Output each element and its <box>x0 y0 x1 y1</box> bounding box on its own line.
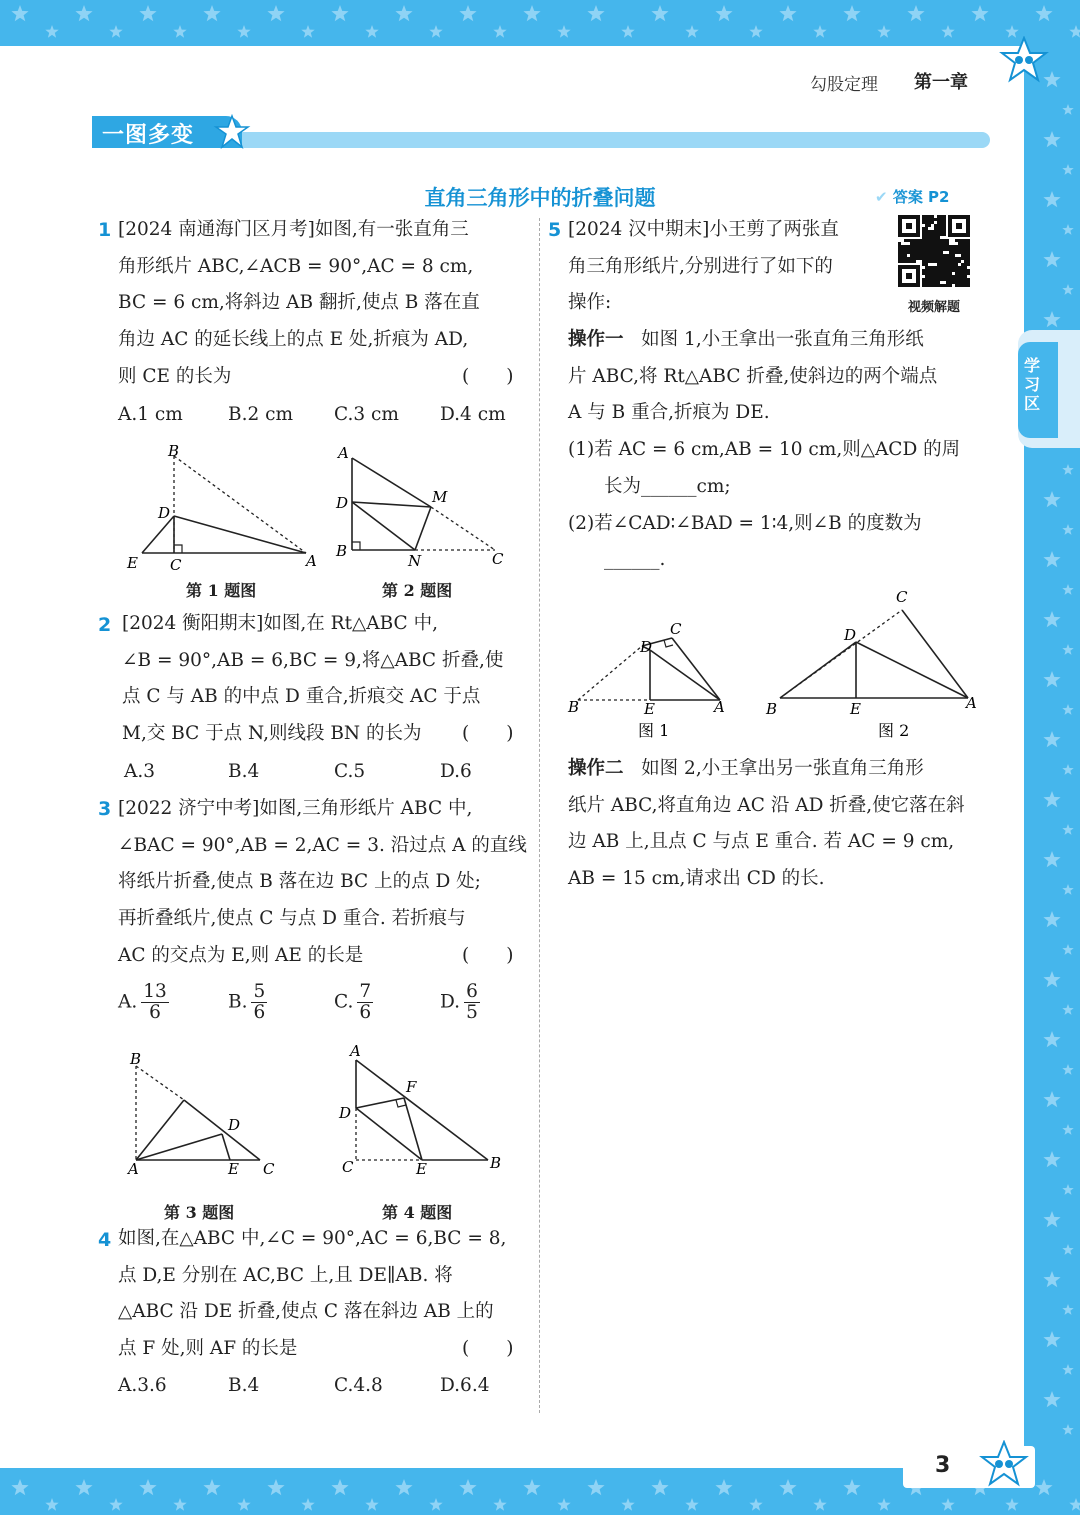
star-decoration <box>1062 1064 1073 1075</box>
q2-figure-caption: 第 2 题图 <box>382 581 453 600</box>
option-letter: A. <box>118 991 138 1013</box>
footer-mascot-icon <box>978 1440 1030 1490</box>
q4-number: 4 <box>98 1229 112 1251</box>
star-decoration <box>1043 851 1060 867</box>
star-decoration <box>395 1479 412 1495</box>
q4-figure <box>330 1040 510 1180</box>
star-decoration <box>45 25 58 38</box>
star-decoration <box>365 1498 378 1511</box>
star-decoration <box>1043 1331 1060 1347</box>
fraction <box>464 982 480 1023</box>
star-decoration <box>331 5 348 21</box>
qr-code[interactable] <box>898 215 970 287</box>
q4-option-a[interactable]: A.3.6 <box>118 1375 167 1396</box>
q5-op2-line: 边 AB 上,且点 C 与点 E 重合. 若 AC = 9 cm, <box>568 831 955 853</box>
star-decoration <box>1062 524 1073 535</box>
q2-figure <box>330 438 510 572</box>
star-decoration <box>843 1479 860 1495</box>
numerator: 6 <box>466 981 478 1002</box>
point-label-d: D <box>336 494 349 512</box>
q5-op1-line: 片 ABC,将 Rt△ABC 折叠,使斜边的两个端点 <box>568 365 938 387</box>
page-title: 直角三角形中的折叠问题 <box>424 186 656 210</box>
fold-edge <box>136 1134 222 1160</box>
q1-number: 1 <box>98 219 112 241</box>
star-decoration <box>779 5 796 21</box>
q5-stem <box>568 212 888 322</box>
star-decoration <box>395 5 412 21</box>
option-letter: D. <box>440 991 461 1013</box>
mascot-icon <box>998 36 1050 86</box>
star-decoration <box>237 1498 250 1511</box>
star-decoration <box>493 25 506 38</box>
q1-option-d[interactable]: D.4 cm <box>440 404 506 425</box>
star-decoration <box>109 1498 122 1511</box>
q2-line: 点 C 与 AB 的中点 D 重合,折痕交 AC 于点 <box>122 686 481 708</box>
q3-line: AC 的交点为 E,则 AE 的长是 <box>118 944 364 966</box>
star-decoration <box>877 1498 890 1511</box>
numerator: 5 <box>253 981 266 1002</box>
star-decoration <box>365 25 378 38</box>
star-decoration <box>267 1479 284 1495</box>
star-decoration <box>749 25 762 38</box>
point-label-d: D <box>844 626 857 644</box>
point-label-b: B <box>568 698 580 716</box>
q1-line: BC = 6 cm,将斜边 AB 翻折,使点 B 落在直 <box>118 292 480 314</box>
q1-answer-bracket[interactable]: ( ) <box>462 366 514 387</box>
star-decoration <box>75 1479 92 1495</box>
star-decoration <box>1062 824 1073 835</box>
star-decoration <box>139 1479 156 1495</box>
q1-option-a[interactable]: A.1 cm <box>118 404 183 425</box>
star-decoration <box>1069 1498 1080 1511</box>
star-decoration <box>1035 1479 1052 1495</box>
triangle-edge <box>174 516 306 553</box>
star-decoration <box>1062 644 1073 655</box>
star-decoration <box>779 1479 796 1495</box>
star-decoration <box>109 25 122 38</box>
star-decoration <box>1043 791 1060 807</box>
star-decoration <box>813 25 826 38</box>
point-label-n: N <box>408 552 422 570</box>
triangle-edge <box>352 458 431 507</box>
point-label-f: F <box>406 1078 417 1096</box>
star-decoration <box>843 5 860 21</box>
crease-line <box>356 1108 422 1160</box>
star-decoration <box>459 1479 476 1495</box>
point-label-e: E <box>644 700 655 718</box>
star-decoration <box>749 1498 762 1511</box>
q3-number: 3 <box>98 798 112 820</box>
star-decoration <box>1043 1271 1060 1287</box>
star-decoration <box>139 5 156 21</box>
q4-answer-bracket[interactable]: ( ) <box>462 1338 514 1359</box>
q5-sub1-line: (1)若 AC = 6 cm,AB = 10 cm,则△ACD 的周 <box>568 439 961 461</box>
q3-line: [2022 济宁中考]如图,三角形纸片 ABC 中, <box>118 798 473 819</box>
star-decoration <box>1043 491 1060 507</box>
q2-line: ∠B = 90°,AB = 6,BC = 9,将△ABC 折叠,使 <box>122 649 504 671</box>
star-decoration <box>941 1498 954 1511</box>
star-decoration <box>1043 251 1060 267</box>
q3-line: ∠BAC = 90°,AB = 2,AC = 3. 沿过点 A 的直线 <box>118 834 527 856</box>
point-label-a: A <box>714 698 725 716</box>
star-decoration <box>1043 731 1060 747</box>
q5-op1-line: A 与 B 重合,折痕为 DE. <box>568 402 770 424</box>
q5-sub1-line[interactable]: 长为______cm; <box>604 475 731 497</box>
star-decoration <box>1062 1304 1073 1315</box>
right-angle-mark <box>664 640 673 647</box>
star-decoration <box>941 25 954 38</box>
star-decoration <box>75 5 92 21</box>
star-decoration <box>813 1498 826 1511</box>
star-decoration <box>621 1498 634 1511</box>
point-label-m: M <box>432 488 448 506</box>
column-divider <box>539 218 540 1413</box>
star-decoration <box>173 25 186 38</box>
star-decoration <box>1069 25 1080 38</box>
q5-figure-2 <box>762 584 982 746</box>
q3-line: 将纸片折叠,使点 B 落在边 BC 上的点 D 处; <box>118 871 481 893</box>
star-decoration <box>1043 671 1060 687</box>
point-label-d: D <box>228 1116 241 1134</box>
q5-number: 5 <box>548 219 562 241</box>
triangle-edge <box>902 610 968 698</box>
header-chapter: 第一章 <box>914 72 968 93</box>
dashed-fold-line <box>578 646 642 700</box>
star-decoration <box>1062 464 1073 475</box>
star-decoration <box>1062 1124 1073 1135</box>
triangle-edge <box>672 638 720 700</box>
q5-line: 操作: <box>568 292 612 314</box>
star-decoration <box>1043 1391 1060 1407</box>
star-decoration <box>1043 131 1060 147</box>
denominator: 6 <box>359 1002 372 1023</box>
q3-option-a[interactable] <box>118 982 169 1023</box>
star-decoration <box>1062 104 1073 115</box>
header-section-title: 勾股定理 <box>810 75 878 95</box>
star-decoration <box>651 1479 668 1495</box>
point-label-c: C <box>670 620 682 638</box>
q2-line: M,交 BC 于点 N,则线段 BN 的长为 <box>122 723 422 745</box>
star-decoration <box>685 25 698 38</box>
fold-edge <box>856 642 968 698</box>
star-decoration <box>1062 1364 1073 1375</box>
fold-edge <box>352 502 431 507</box>
crease-line <box>415 507 431 550</box>
star-decoration <box>523 5 540 21</box>
point-label-b: B <box>490 1154 502 1172</box>
check-icon: ✔ <box>875 188 888 206</box>
star-decoration <box>1062 764 1073 775</box>
point-label-e: E <box>127 554 138 572</box>
side-tab-text: 学习区 <box>1024 356 1041 413</box>
denominator: 5 <box>466 1002 478 1023</box>
point-label-c: C <box>342 1158 354 1176</box>
q3-figure <box>118 1048 288 1180</box>
fraction <box>141 982 169 1023</box>
q4-line: 如图,在△ABC 中,∠C = 90°,AC = 6,BC = 8, <box>118 1228 507 1249</box>
star-decoration <box>1043 971 1060 987</box>
point-label-c: C <box>170 556 182 572</box>
star-decoration <box>331 1479 348 1495</box>
q1-line: 角边 AC 的延长线上的点 E 处,折痕为 AD, <box>118 329 469 351</box>
dashed-fold-line <box>174 456 306 553</box>
denominator: 6 <box>149 1002 161 1023</box>
point-label-a: A <box>306 552 317 570</box>
q5-line: [2024 汉中期末]小王剪了两张直 <box>568 219 839 240</box>
point-label-c: C <box>263 1160 275 1178</box>
star-decoration <box>1062 884 1073 895</box>
fold-edge <box>352 502 415 550</box>
operation-1-title: 操作一 <box>568 329 624 350</box>
star-decoration <box>1062 1244 1073 1255</box>
point-label-a: A <box>350 1042 361 1060</box>
qr-label: 视频解题 <box>907 300 960 315</box>
star-decoration <box>11 1479 28 1495</box>
star-decoration <box>1062 1424 1073 1435</box>
hypotenuse <box>356 1060 488 1160</box>
crease-line <box>222 1134 230 1160</box>
q1-option-c[interactable]: C.3 cm <box>334 404 399 425</box>
q3-figure-caption: 第 3 题图 <box>164 1203 235 1222</box>
q5-figure-1 <box>566 616 736 746</box>
point-label-b: B <box>168 442 180 460</box>
star-decoration <box>1043 1091 1060 1107</box>
q5-op2-line: AB = 15 cm,请求出 CD 的长. <box>568 868 825 890</box>
q5-op1-line: 如图 1,小王拿出一张直角三角形纸 <box>641 329 924 350</box>
q4-option-c[interactable]: C.4.8 <box>334 1375 383 1396</box>
point-label-d: D <box>339 1104 352 1122</box>
point-label-b: B <box>336 542 348 560</box>
option-letter: C. <box>334 991 354 1013</box>
q5-operation-2 <box>568 751 988 898</box>
star-decoration <box>715 1479 732 1495</box>
page-number: 3 <box>935 1453 951 1478</box>
q1-option-b[interactable]: B.2 cm <box>228 404 294 425</box>
q3-option-d[interactable] <box>440 982 480 1023</box>
star-decoration <box>1062 1184 1073 1195</box>
q5-op2-line: 如图 2,小王拿出另一张直角三角形 <box>641 758 924 779</box>
q5-sub2-line[interactable]: ______. <box>604 549 666 571</box>
point-label-b: B <box>130 1050 142 1068</box>
q5-line: 角三角形纸片,分别进行了如下的 <box>568 255 833 277</box>
star-decoration <box>1062 1004 1073 1015</box>
q3-option-c[interactable] <box>334 982 373 1023</box>
q4-figure-caption: 第 4 题图 <box>382 1203 453 1222</box>
q4-option-d[interactable]: D.6.4 <box>440 1375 490 1396</box>
dashed-fold-line <box>136 1066 184 1100</box>
option-letter: B. <box>228 991 248 1013</box>
fraction <box>251 982 267 1023</box>
q1-line: 角形纸片 ABC,∠ACB = 90°,AC = 8 cm, <box>118 255 474 277</box>
point-label-e: E <box>850 700 861 718</box>
star-decoration <box>971 5 988 21</box>
star-decoration <box>1043 1031 1060 1047</box>
q2-option-c[interactable]: C.5 <box>334 761 366 782</box>
q5-figure-2-caption: 图 2 <box>878 721 910 740</box>
star-decoration <box>203 5 220 21</box>
q3-line: 再折叠纸片,使点 C 与点 D 重合. 若折痕与 <box>118 908 466 930</box>
q4-line: △ABC 沿 DE 折叠,使点 C 落在斜边 AB 上的 <box>118 1301 494 1323</box>
star-decoration <box>173 1498 186 1511</box>
fold-edge <box>650 650 720 700</box>
star-decoration <box>1043 311 1060 327</box>
point-label-a: A <box>966 694 977 712</box>
star-decoration <box>651 5 668 21</box>
q5-figure-1-caption: 图 1 <box>638 721 670 740</box>
star-decoration <box>429 25 442 38</box>
star-decoration <box>1043 1211 1060 1227</box>
star-decoration <box>301 1498 314 1511</box>
star-decoration <box>1062 224 1073 235</box>
point-label-a: A <box>128 1160 139 1178</box>
point-label-e: E <box>416 1160 427 1178</box>
point-label-d: D <box>640 638 653 656</box>
fold-edge <box>136 1100 184 1160</box>
q4-option-b[interactable]: B.4 <box>228 1375 260 1396</box>
triangle-edge <box>780 642 856 698</box>
star-decoration <box>1062 944 1073 955</box>
numerator: 7 <box>359 981 372 1002</box>
right-angle-mark <box>174 545 182 553</box>
banner-label: 一图多变 <box>102 123 195 148</box>
q4-line: 点 F 处,则 AF 的长是 <box>118 1338 298 1360</box>
star-decoration <box>587 5 604 21</box>
q2-line: [2024 衡阳期末]如图,在 Rt△ABC 中, <box>122 613 438 634</box>
point-label-c: C <box>896 588 908 606</box>
star-decoration <box>493 1498 506 1511</box>
star-decoration <box>715 5 732 21</box>
q2-answer-bracket[interactable]: ( ) <box>462 723 514 744</box>
star-decoration <box>1062 284 1073 295</box>
q3-answer-bracket[interactable]: ( ) <box>462 945 514 966</box>
star-decoration <box>1043 1151 1060 1167</box>
denominator: 6 <box>253 1002 266 1023</box>
star-decoration <box>877 25 890 38</box>
q1-figure-caption: 第 1 题图 <box>186 581 257 600</box>
point-label-c: C <box>492 550 504 568</box>
q2-option-d[interactable]: D.6 <box>440 761 472 782</box>
star-decoration <box>907 5 924 21</box>
star-decoration <box>621 25 634 38</box>
star-decoration <box>523 1479 540 1495</box>
banner-mascot-icon <box>212 114 252 150</box>
q3-option-b[interactable] <box>228 982 267 1023</box>
star-decoration <box>1043 911 1060 927</box>
q2-option-b[interactable]: B.4 <box>228 761 260 782</box>
star-decoration <box>237 25 250 38</box>
answer-reference-label: 答案 P2 <box>892 188 950 206</box>
dashed-fold-line <box>431 507 495 550</box>
q1-line: 则 CE 的长为 <box>118 365 232 387</box>
star-decoration <box>429 1498 442 1511</box>
q5-op2-line: 纸片 ABC,将直角边 AC 沿 AD 折叠,使它落在斜 <box>568 794 965 816</box>
point-label-a: A <box>338 444 349 462</box>
star-decoration <box>459 5 476 21</box>
side-tab-label <box>1018 342 1058 438</box>
q2-option-a[interactable]: A.3 <box>124 761 156 782</box>
q1-figure <box>118 438 328 572</box>
q2-number: 2 <box>98 614 112 636</box>
star-decoration <box>1062 584 1073 595</box>
star-decoration <box>1035 5 1052 21</box>
point-label-e: E <box>228 1160 239 1178</box>
q4-line: 点 D,E 分别在 AC,BC 上,且 DE∥AB. 将 <box>118 1264 453 1286</box>
point-label-d: D <box>158 504 171 522</box>
point-label-b: B <box>766 700 778 718</box>
star-decoration <box>11 5 28 21</box>
triangle-edge <box>184 1100 260 1160</box>
star-decoration <box>1062 704 1073 715</box>
star-decoration <box>557 1498 570 1511</box>
star-decoration <box>1005 1498 1018 1511</box>
star-decoration <box>1043 551 1060 567</box>
operation-2-title: 操作二 <box>568 758 624 779</box>
star-decoration <box>1043 611 1060 627</box>
star-decoration <box>45 1498 58 1511</box>
star-decoration <box>557 25 570 38</box>
q5-operation-1 <box>568 322 988 579</box>
star-decoration <box>267 5 284 21</box>
q1-line: [2024 南通海门区月考]如图,有一张直角三 <box>118 219 469 240</box>
right-angle-mark <box>352 542 360 550</box>
star-decoration <box>685 1498 698 1511</box>
star-decoration <box>1062 164 1073 175</box>
star-decoration <box>203 1479 220 1495</box>
star-decoration <box>301 25 314 38</box>
answer-reference[interactable] <box>875 186 949 207</box>
fraction <box>357 982 373 1023</box>
q5-sub2-line: (2)若∠CAD∶∠BAD = 1∶4,则∠B 的度数为 <box>568 512 922 534</box>
star-decoration <box>587 1479 604 1495</box>
numerator: 13 <box>143 981 167 1002</box>
